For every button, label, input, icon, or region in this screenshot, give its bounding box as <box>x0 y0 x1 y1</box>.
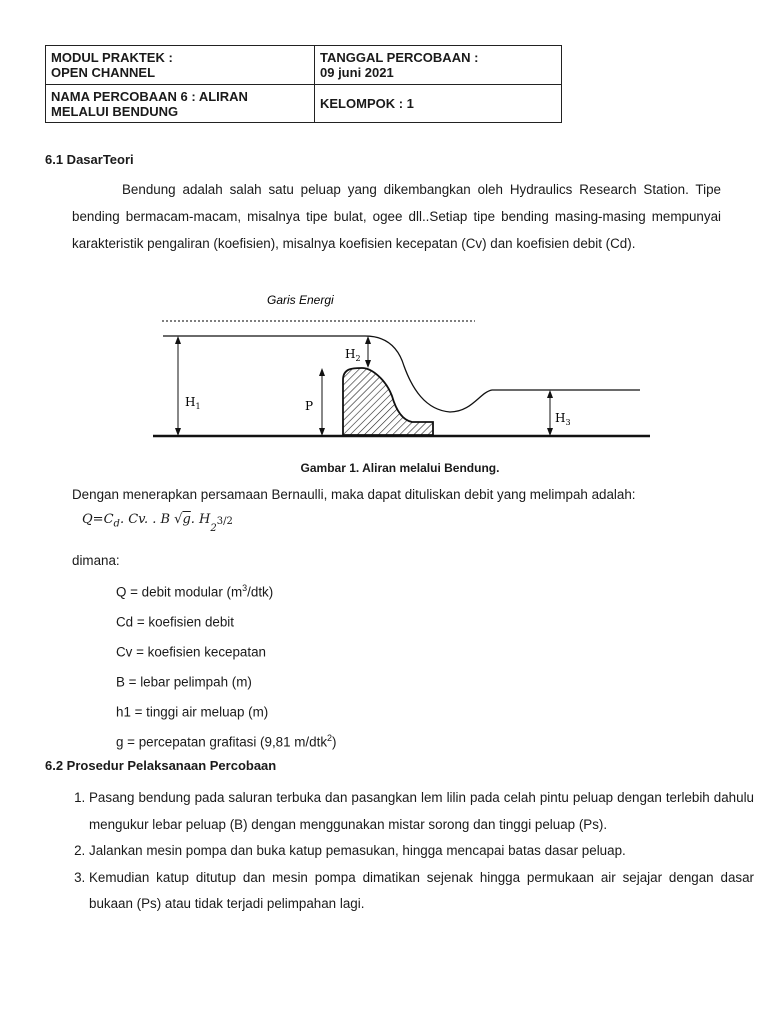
formula-mid: . Cv. . B <box>119 512 175 527</box>
theory-paragraph <box>72 176 721 257</box>
formula-h: . H <box>190 512 211 527</box>
group-label: KELOMPOK : 1 <box>320 96 414 111</box>
procedure-steps <box>58 785 754 918</box>
formula-h-sub: 2 <box>210 522 217 534</box>
h2-label: $H_2$ <box>345 347 361 363</box>
where-label: dimana: <box>72 553 120 568</box>
h1-arrow-top <box>175 336 181 344</box>
discharge-formula <box>82 512 233 534</box>
h3-label: $H_3$ <box>555 411 571 427</box>
experiment-label: NAMA PERCOBAAN 6 : ALIRAN <box>51 88 248 104</box>
formula-d-sub: d <box>113 518 120 530</box>
p-label: P <box>305 399 314 413</box>
definition-item: Cd = koefisien debit <box>116 614 234 630</box>
date-label: TANGGAL PERCOBAAN : <box>320 50 479 65</box>
definition-item: h1 = tinggi air meluap (m) <box>116 704 269 720</box>
p-arrow-bottom <box>319 428 325 436</box>
h2-arrow-bottom <box>365 360 371 368</box>
h1-label: $H_1$ <box>185 395 201 411</box>
weir-flow-figure <box>150 288 655 448</box>
energy-line-label: Garis Energi <box>267 293 334 307</box>
section-heading-theory: 6.1 DasarTeori <box>45 152 134 167</box>
experiment-cell <box>46 85 315 123</box>
h3-arrow-top <box>547 390 553 398</box>
h1-arrow-bottom <box>175 428 181 436</box>
theory-paragraph-text: Bendung adalah salah satu peluap yang dikembangkan oleh Hydraulics Research Station. Tipe bending bermacam-macam, misalnya tipe bulat, ogee dll..Setiap tipe bending masing-masing mempunyai karakteristik pengaliran (koefisien), misalnya koefisien kecepatan (Cv) dan koefisien debit (Cd). <box>72 182 721 251</box>
definitions-list <box>116 577 337 757</box>
procedure-step: 2. Jalankan mesin pompa dan buka katup pemasukan, hingga mencapai batas dasar peluap. <box>89 838 754 865</box>
group-cell <box>315 85 562 123</box>
figure-caption: Gambar 1. Aliran melalui Bendung. <box>300 461 500 475</box>
formula-c: C <box>103 512 114 527</box>
module-value: OPEN CHANNEL <box>51 65 156 80</box>
definition-item: Cv = koefisien kecepatan <box>116 644 266 660</box>
header-table <box>45 45 562 123</box>
formula-intro: Dengan menerapkan persamaan Bernaulli, maka dapat dituliskan debit yang melimpah adalah: <box>72 487 636 502</box>
definition-item: Q = debit modular $(m^3/dtk)$ <box>116 583 274 600</box>
procedure-step: 1. Pasang bendung pada saluran terbuka dan pasangkan lem lilin pada celah pintu peluap dengan terlebih dahulu mengukur lebar peluap (B) dengan menggunakan mistar sorong dan tinggi peluap (Ps). <box>89 785 754 838</box>
weir-diagram <box>150 288 655 448</box>
module-cell <box>46 46 315 85</box>
definition-item: B = lebar pelimpah (m) <box>116 674 252 690</box>
procedure-step: 3. Kemudian katup ditutup dan mesin pompa dimatikan sejenak hingga permukaan air sejajar dengan dasar bukaan (Ps) atau tidak terjadi pelimpahan lagi. <box>89 865 754 918</box>
experiment-value: MELALUI BENDUNG <box>51 103 179 119</box>
p-arrow-top <box>319 368 325 376</box>
definition-item: g = percepatan grafitasi (9,81 m/dtk$^2$) <box>116 733 337 750</box>
water-surface <box>163 336 640 412</box>
sqrt-symbol: √ <box>174 512 183 527</box>
h2-arrow-top <box>365 336 371 344</box>
weir-body <box>343 368 433 435</box>
date-cell <box>315 46 562 85</box>
formula-g: g <box>182 512 191 527</box>
date-value: 09 juni 2021 <box>320 65 394 80</box>
h3-arrow-bottom <box>547 428 553 436</box>
section-heading-procedure: 6.2 Prosedur Pelaksanaan Percobaan <box>45 758 277 773</box>
formula-exponent: 3/2 <box>216 516 233 527</box>
formula-q: Q <box>82 512 93 527</box>
formula-equals: = <box>92 512 104 527</box>
module-label: MODUL PRAKTEK : <box>51 50 173 65</box>
